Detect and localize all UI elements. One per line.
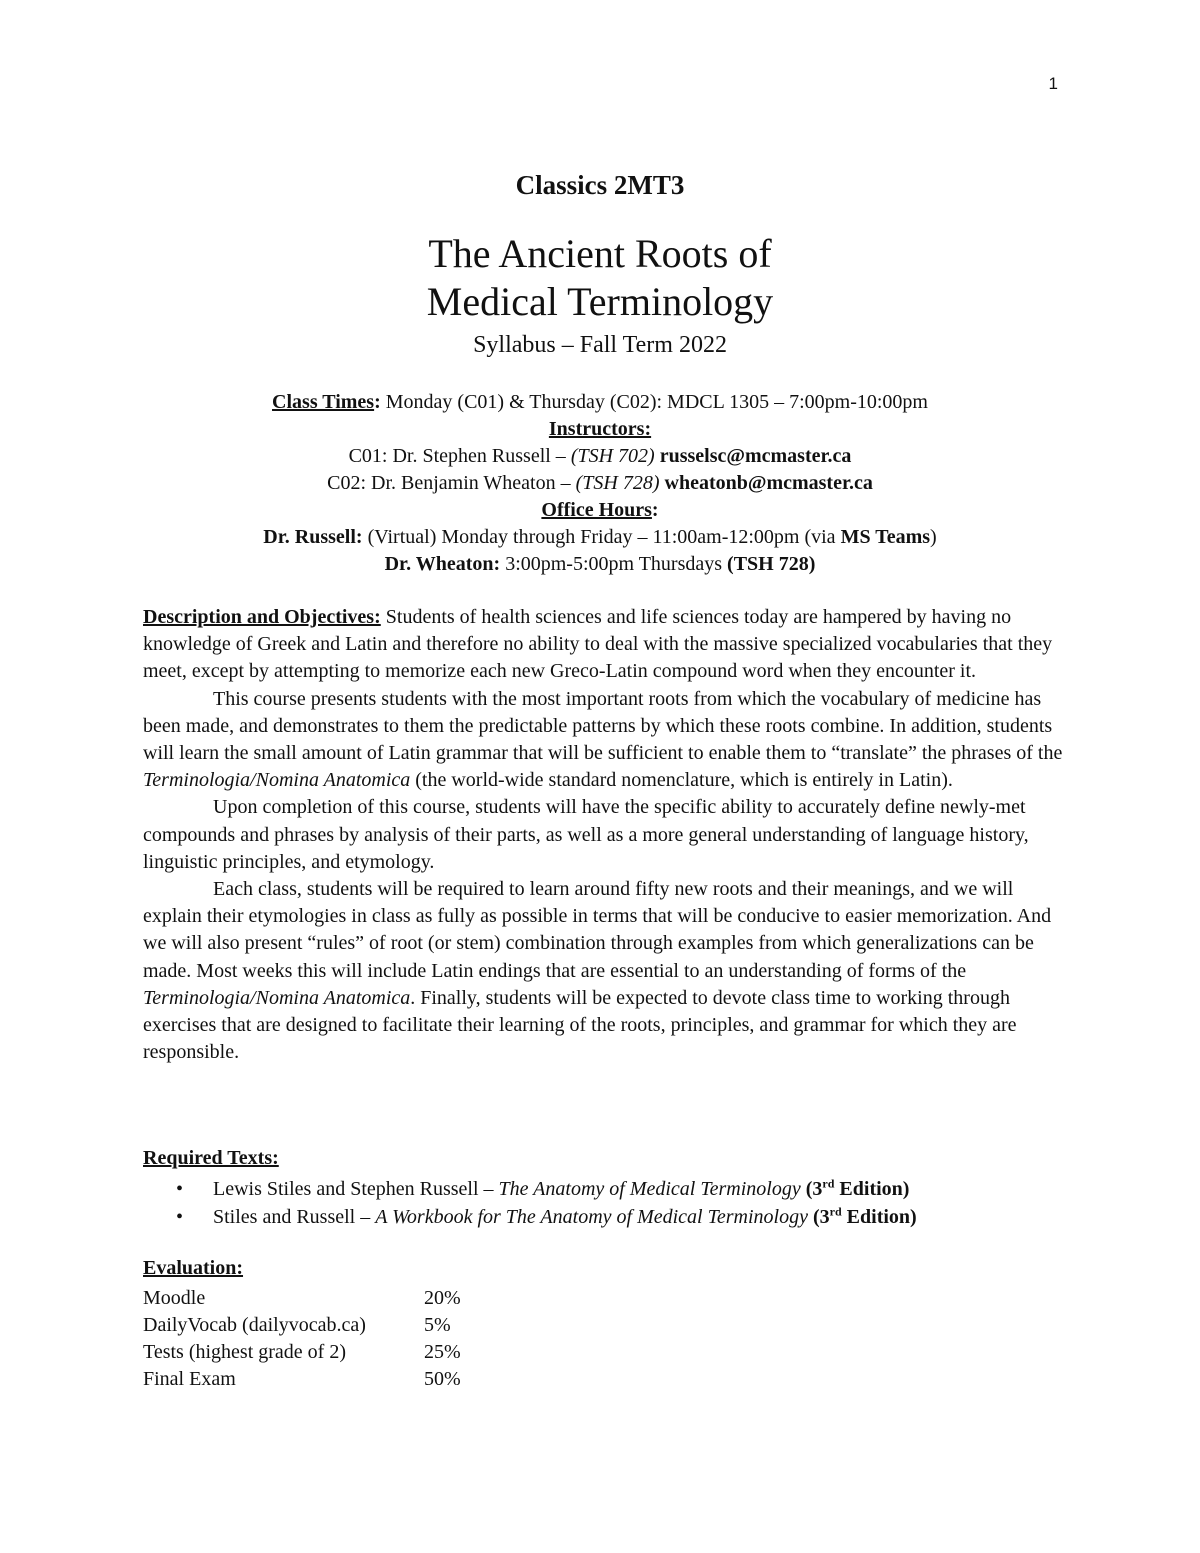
required-texts-list [176, 1175, 917, 1231]
evaluation-heading: Evaluation: [143, 1257, 244, 1279]
description-paragraph-3: Upon completion of this course, students will have the specific ability to accurately define newly-met compounds and phrases by analysis of their parts, as well as a more general understanding of language history, linguistic principles, and etymology. [143, 796, 1029, 873]
description-label: Description and Objectives: [143, 606, 381, 628]
evaluation-weight: 5% [424, 1314, 451, 1336]
text-edition-end: Edition) [841, 1206, 917, 1228]
required-texts-heading: Required Texts: [143, 1147, 279, 1169]
evaluation-item: DailyVocab (dailyvocab.ca) [143, 1314, 366, 1336]
title-line-2: Medical Terminology [426, 279, 774, 324]
bullet-icon: • [176, 1206, 184, 1228]
text-edition-sup: rd [822, 1176, 835, 1191]
title-line-1: The Ancient Roots of [428, 231, 772, 276]
instructor-c02 [0, 470, 1200, 497]
table-row [143, 1339, 461, 1366]
description-text-4b: . Finally, students will be expected to devote class time to working through exercises that are designed to facilitate their learning of the roots, principles, and grammar for which they are responsible. [143, 986, 1017, 1064]
description-text-2b: (the world-wide standard nomenclature, which is entirely in Latin). [410, 769, 953, 792]
table-row [143, 1285, 461, 1312]
russell-close: ) [930, 526, 937, 548]
office-hours-heading: Office Hours: [541, 499, 659, 521]
text-edition-end: Edition) [834, 1178, 910, 1200]
wheaton-hours: 3:00pm-5:00pm Thursdays [500, 553, 728, 575]
course-info [0, 389, 1200, 578]
evaluation-item: Tests (highest grade of 2) [143, 1341, 346, 1363]
russell-hours: (Virtual) Monday through Friday – 11:00am-12:00pm (via [362, 526, 841, 548]
list-item [176, 1203, 917, 1231]
class-times-text: Monday (C01) & Thursday (C02): MDCL 1305 – 7:00pm-10:00pm [380, 391, 928, 413]
office-hours-label: Office Hours [541, 499, 652, 521]
russell-platform: MS Teams [840, 526, 931, 548]
instructor-c01-email[interactable]: russelsc@mcmaster.ca [659, 445, 852, 467]
instructor-c01-office: (TSH 702) [570, 445, 655, 467]
syllabus-subtitle: Syllabus – Fall Term 2022 [473, 332, 727, 358]
text-author: Lewis Stiles and Stephen Russell – [213, 1178, 499, 1200]
wheaton-name: Dr. Wheaton: [384, 553, 501, 575]
text-edition-sup: rd [829, 1204, 842, 1219]
description-section [143, 604, 1063, 1066]
evaluation-weight: 20% [424, 1287, 461, 1309]
office-hours-russell [0, 524, 1200, 551]
description-text-2a: This course presents students with the most important roots from which the vocabulary of medicine has been made, and demonstrates to them the predictable patterns by which these roots combine. In addition, students will learn the small amount of Latin grammar that will be sufficient to enable them to “translate” the phrases of the [143, 687, 1063, 765]
class-times-label: Class Times [272, 391, 375, 413]
evaluation-weight: 50% [424, 1368, 461, 1390]
instructor-c01-name: C01: Dr. Stephen Russell – [348, 445, 571, 467]
description-text-1: Students of health sciences and life sciences today are hampered by having no knowledge of Greek and Latin and therefore no ability to deal with the massive specialized vocabularies that they meet, except by attempting to memorize each new Greco-Latin compound word when they encounter it. [143, 606, 1053, 683]
instructor-c02-email[interactable]: wheatonb@mcmaster.ca [664, 472, 873, 494]
description-paragraph-1 [143, 604, 1063, 686]
description-text-4-italic: Terminologia/Nomina Anatomica [143, 986, 411, 1009]
table-row [143, 1312, 461, 1339]
list-item [176, 1175, 917, 1203]
evaluation-item: Moodle [143, 1287, 206, 1309]
text-edition: (3 [800, 1178, 823, 1200]
text-edition: (3 [808, 1206, 830, 1228]
description-text-2-italic: Terminologia/Nomina Anatomica [143, 769, 411, 792]
evaluation-item: Final Exam [143, 1368, 236, 1390]
course-title [0, 230, 1200, 326]
evaluation-weight: 25% [424, 1341, 461, 1363]
text-title: A Workbook for The Anatomy of Medical Terminology [375, 1206, 808, 1228]
evaluation-table [143, 1285, 461, 1393]
wheaton-room: (TSH 728) [727, 553, 816, 575]
class-times: Class Times: Monday (C01) & Thursday (C02): MDCL 1305 – 7:00pm-10:00pm [272, 391, 928, 413]
page-number: 1 [1048, 74, 1058, 93]
instructor-c01 [0, 443, 1200, 470]
description-paragraph-2 [143, 686, 1063, 795]
description-paragraph-4 [143, 876, 1063, 1066]
text-author: Stiles and Russell – [213, 1206, 376, 1228]
instructor-c02-office: (TSH 728) [575, 472, 660, 494]
text-title: The Anatomy of Medical Terminology [498, 1178, 801, 1200]
office-hours-wheaton [0, 551, 1200, 578]
description-text-4a: Each class, students will be required to learn around fifty new roots and their meanings, and we will explain their etymologies in class as fully as possible in terms that will be conducive to easier memorization. And we will also present “rules” of root (or stem) combination through examples from which generalizations can be made. Most weeks this will include Latin endings that are essential to an understanding of forms of the [143, 878, 1052, 982]
instructors-heading: Instructors: [548, 418, 652, 440]
bullet-icon: • [176, 1178, 184, 1200]
course-code: Classics 2MT3 [515, 170, 685, 200]
table-row [143, 1366, 461, 1393]
russell-name: Dr. Russell: [263, 526, 363, 548]
instructor-c02-name: C02: Dr. Benjamin Wheaton – [327, 472, 576, 494]
